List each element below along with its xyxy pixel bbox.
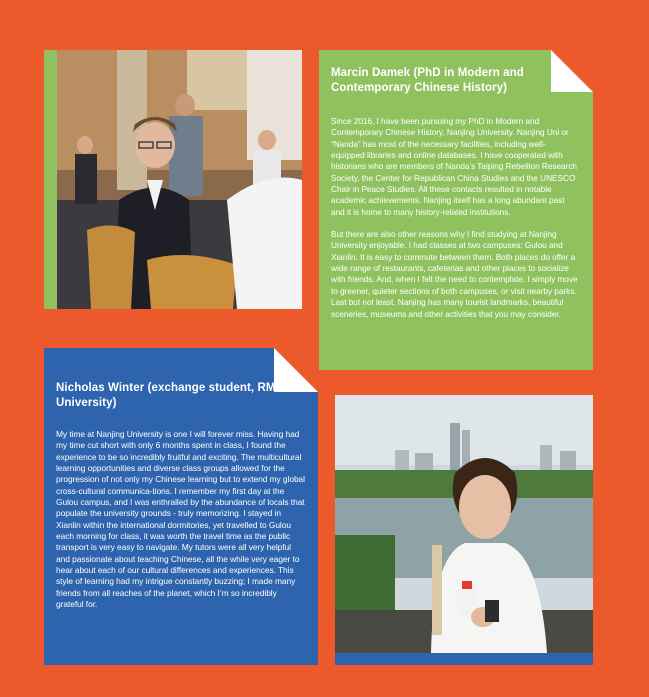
testimonial-paragraph: But there are also other reasons why I find studying at Nanjing University enjoyable. I had classes at two campuses: Gulou and Xianlin. It is easy to commute between them. Both places do offer a wide range of restaurants, cafeterias and other places to socialize with friends. And, when I felt the need to contemplate, I simply move to greener, quieter sections of both campuses, or visit nearby parks. Last but not least, Nanjing has many tourist landmarks, beautiful sceneries, museums and other activities that you may consider. — [331, 229, 578, 319]
testimonial-paragraph: My time at Nanjing University is one I will forever miss. Having had my time cut short with only 6 months spent in class, I found the experience to be so incredibly fruitful and exciting. The multicultural learning opportunities and diverse class groups allowed for the progression of not only my Chinese learning but to extend my global cross-cultural communica-tions. I remember my first day at the Gulou campus, and I was enthralled by the abundance of locals that populate the university grounds - truly memorizing. I stayed in Xianlin within the international dormitories, yet travelled to Gulou each morning for class, it was worth the travel time as the public transport is very easy to navigate. My tutors were all very helpful and passionate about teaching Chinese, all the while very eager to hear about each of our cultural differences and experiences. This style of learning had my intrigue constantly buzzing; I made many friends from all reaches of the planet, which I’m so incredibly grateful for. — [56, 429, 305, 610]
page-fold-decoration — [551, 50, 593, 92]
profile-card-marcin-damek — [319, 50, 593, 370]
profile-name: Marcin Damek (PhD in Modern and Contemporary Chinese History) — [331, 67, 524, 94]
testimonial-paragraph: Since 2016, I have been pursuing my PhD in Modern and Contemporary Chinese History, Nanjing University. Nanjing Uni or “Nanda” has most of the necessary facilities, including well-equipped libraries and online databases. I have cooperated with historians who are members of Nanda’s Taiping Rebellion Research Society, the Center for Republican China Studies and the UNESCO Chair in Peace Studies. All these contacts resulted in notable academic achievements. Nanjing itself has a long abundant past and it is home to many history-related institutions. — [331, 116, 577, 217]
profile-card-nicholas-winter — [44, 348, 318, 665]
profile-name: Nicholas Winter (exchange student, RMIT University) — [56, 382, 286, 409]
photo-nicholas-winter — [335, 395, 593, 665]
photo-marcin-damek — [44, 50, 302, 309]
page-fold-decoration — [274, 348, 318, 392]
